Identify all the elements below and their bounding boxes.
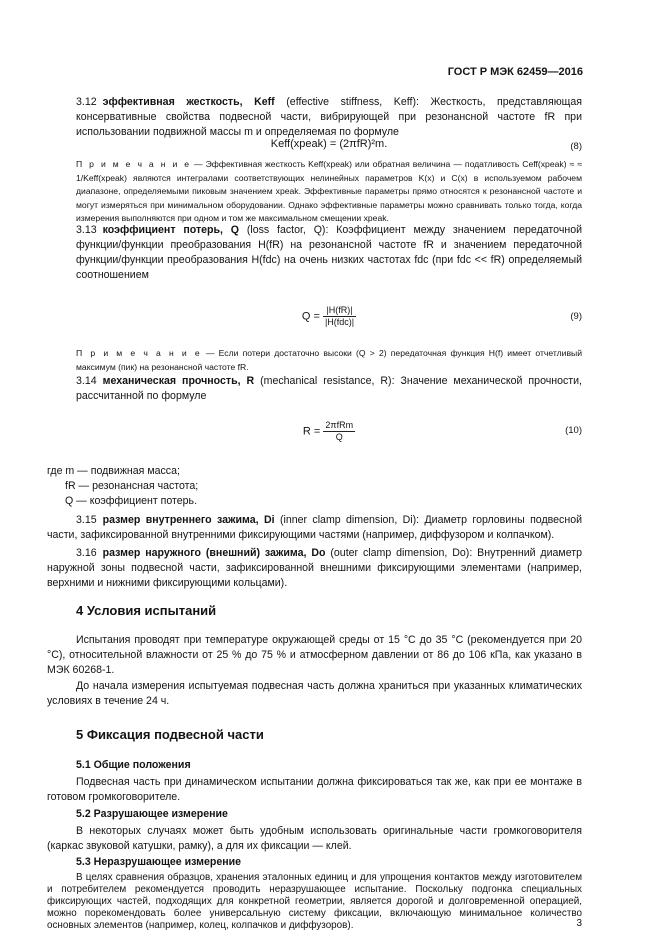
where-item-2: fR — резонансная частота; bbox=[65, 480, 199, 492]
where-list bbox=[47, 464, 347, 509]
formula-lhs: Q = bbox=[301, 310, 320, 323]
note-text: — Если потери достаточно высоки (Q > 2) передаточная функция H(f) имеет отчетливый максимум (пик) на резонансной частоте fR. bbox=[76, 348, 582, 372]
note-3-13 bbox=[76, 347, 582, 374]
subsection-5-2-text: В некоторых случаях может быть удобным использовать оригинальные части громкоговорителя (каркас звуковой катушки, рамку), а для их фиксации — клей. bbox=[47, 825, 582, 852]
denominator: Q bbox=[335, 432, 343, 442]
formula-number: (9) bbox=[570, 311, 582, 322]
note-label: П р и м е ч а н и е bbox=[76, 348, 202, 358]
page-header bbox=[448, 66, 583, 78]
subsection-5-1-text: Подвесная часть при динамическом испытании должна фиксироваться так же, как при ее монтаже в готовом громкоговорителе. bbox=[47, 776, 582, 803]
page-number: 3 bbox=[576, 918, 582, 929]
note-3-12 bbox=[76, 158, 582, 226]
section-4-p1: Испытания проводят при температуре окружающей среды от 15 °С до 35 °С (рекомендуется при 20 °С), относительной влажности от 25 % до 75 % и атмосферном давлении от 86 до 106 кПа, как указано в МЭК 60268-1. bbox=[47, 634, 582, 676]
standard-title: ГОСТ Р МЭК 62459—2016 bbox=[447, 66, 583, 78]
definition-text: (mechanical resistance, R): Значение механической прочности, рассчитанной по формуле bbox=[76, 375, 582, 402]
note-label: П р и м е ч а н и е bbox=[76, 159, 192, 169]
fraction bbox=[323, 305, 356, 328]
clause-number: 3.14 bbox=[76, 375, 97, 387]
where-item-3: Q — коэффициент потерь. bbox=[65, 495, 198, 507]
note-text: — Эффективная жесткость Keff(xpeak) или обратная величина — податливость Ceff(xpeak) ≈ ≈ 1/Keff(xpeak) являются интегралами соответствующих нелинейных параметров K(x) и C(x) в используемом рабочем диапазоне, определяемыми пиковым значением xpeak. Эффективные параметры прямо относятся к резонансной частоте и могут измеряться при минимальном оборудовании. Однако эффективные параметры можно сравнивать только тогда, когда измерения выполняются при одном и том же максимальном смещении xpeak. bbox=[76, 159, 582, 223]
formula-10-real bbox=[76, 420, 582, 443]
definition-3-13 bbox=[76, 223, 582, 283]
definition-text: (loss factor, Q): Коэффициент между значением передаточной функции/функции преобразования H(fR) на резонансной частоте fR и значением передаточной функции/функции преобразования H(fdc) на очень низких частотах fdc (при fdc << fR) определяемый соотношением bbox=[76, 224, 583, 281]
clause-number: 3.15 bbox=[76, 514, 97, 526]
section-5-title: 5 Фиксация подвесной части bbox=[76, 727, 264, 742]
subsection-5-3-title: 5.3 Неразрушающее измерение bbox=[76, 856, 242, 868]
subsection-5-2-title: 5.2 Разрушающее измерение bbox=[76, 808, 228, 820]
term: размер внутреннего зажима, Di bbox=[102, 514, 275, 526]
definition-text: (inner clamp dimension, Di): Диаметр горловины подвесной части, зафиксированной внутренними фиксирующими частями (например, диффузором и колпачком). bbox=[47, 514, 583, 541]
fraction bbox=[323, 420, 355, 443]
section-4-p2: До начала измерения испытуемая подвесная часть должна храниться при указанных климатических условиях в течение 24 ч. bbox=[47, 680, 582, 707]
term: коэффициент потерь, Q bbox=[102, 224, 240, 236]
term: эффективная жесткость, Keff bbox=[102, 96, 275, 108]
clause-number: 3.12 bbox=[76, 96, 97, 108]
subsection-5-1-title: 5.1 Общие положения bbox=[76, 759, 191, 771]
definition-3-15 bbox=[47, 513, 582, 543]
numerator: 2πfRm bbox=[325, 420, 354, 430]
formula-9 bbox=[76, 305, 582, 328]
where-item-1: где m — подвижная масса; bbox=[47, 465, 180, 477]
formula-lhs: R = bbox=[302, 425, 321, 438]
definition-3-12 bbox=[76, 95, 582, 140]
term: размер наружного (внешний) зажима, Do bbox=[102, 547, 326, 559]
section-4-title: 4 Условия испытаний bbox=[76, 603, 217, 618]
subsection-5-3-text: В целях сравнения образцов, хранения эталонных единиц и для упрощения контактов между изготовителем и потребителем рекомендуется проводить неразрушающее испытание. Поскольку подгонка специальных фиксирующих частей, подходящих для конкретной геометрии, является дорогой и долговременной операцией, можно порекомендовать более универсальную систему фиксации, включающую минимальное количество основных элементов (например, колец, колпачков и диффузоров). bbox=[47, 872, 582, 931]
definition-3-14 bbox=[76, 374, 582, 404]
formula-number: (8) bbox=[570, 141, 582, 152]
clause-number: 3.13 bbox=[76, 224, 97, 236]
formula-expression: Keff(xpeak) = (2πfR)²m. bbox=[270, 138, 388, 150]
numerator: |H(fR)| bbox=[323, 305, 356, 317]
definition-3-16 bbox=[47, 546, 582, 591]
definition-text: (effective stiffness, Keff): Жесткость, представляющая консервативные свойства подвесной части, вибрирующей при резонансной частоте fR при использовании подвижной массы m и определяемая по формуле bbox=[76, 96, 582, 138]
denominator: |H(fdc)| bbox=[324, 317, 355, 327]
formula-number: (10) bbox=[565, 425, 582, 436]
formula-8 bbox=[76, 138, 582, 150]
definition-text: (outer clamp dimension, Do): Внутренний диаметр наружной зоны подвесной части, зафиксированной внешними фиксирующими элементами (например, верхними и нижними фиксирующими кольцами). bbox=[47, 547, 582, 589]
term: механическая прочность, R bbox=[102, 375, 255, 387]
clause-number: 3.16 bbox=[76, 547, 97, 559]
